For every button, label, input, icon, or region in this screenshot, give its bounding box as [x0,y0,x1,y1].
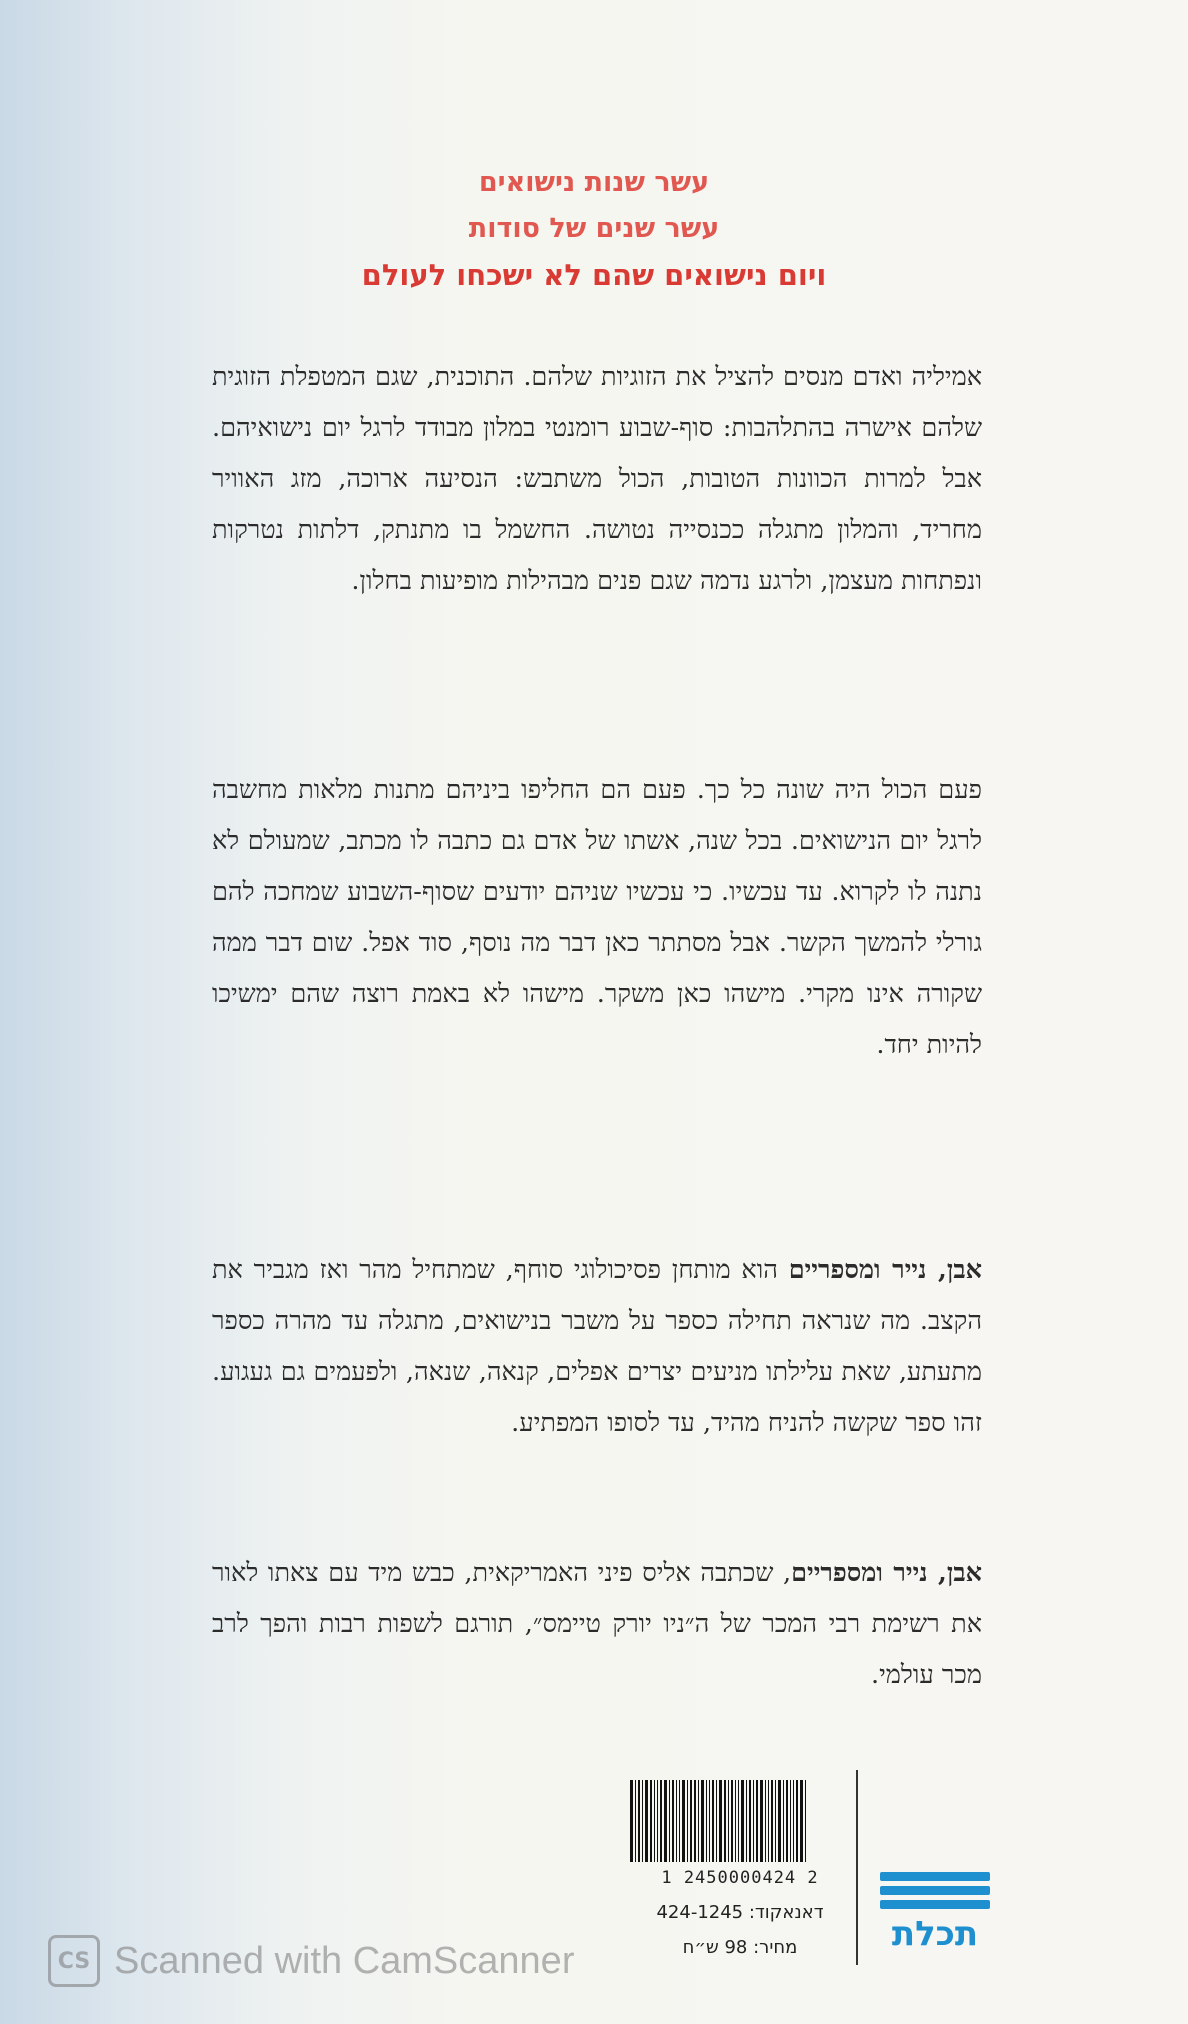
barcode-block [630,1780,850,1958]
tagline [300,160,888,298]
blurb-paragraph-2 [212,765,982,1071]
paragraph-text [212,1245,982,1449]
watermark-text: Scanned with CamScanner [114,1939,575,1982]
book-title-bold: אבן, נייר ומספריים [791,1558,982,1588]
publisher-logo [880,1872,990,1954]
paragraph-text: אמיליה ואדם מנסים להציל את הזוגיות שלהם. התוכנית, שגם המטפלת הזוגית שלהם אישרה בהתלהבות: סוף-שבוע רומנטי במלון מבודד לרגל יום נישואיהם. אבל למרות הכוונות הטובות, הכול משתבש: הנסיעה ארוכה, מזג האוויר מחריד, והמלון מתגלה ככנסייה נטושה. החשמל בו מתנתק, דלתות נטרקות ונפתחות מעצמן, ולרגע נדמה שגם פנים מבהילות מופיעות בחלון. [212,362,982,596]
blurb-paragraph-1 [212,352,982,607]
book-title-bold: אבן, נייר ומספריים [788,1255,982,1285]
camscanner-badge-icon: CS [48,1935,100,1987]
tagline-line-2: עשר שנים של סודות [468,213,720,244]
price-label: מחיר: 98 ש״ח [682,1937,798,1958]
tagline-line-1: עשר שנות נישואים [478,167,710,198]
blurb-paragraph-4 [212,1548,982,1701]
blurb-paragraph-3 [212,1245,982,1449]
scanner-watermark [48,1935,574,1987]
publisher-stripes-icon [880,1872,990,1909]
paragraph-rest: , שכתבה אליס פיני האמריקאית, כבש מיד עם צאתו לאור את רשימת רבי המכר של ה״ניו יורק טיימס״, תורגם לשפות רבות והפך לרב מכר עולמי. [212,1558,982,1690]
paragraph-text [212,1548,982,1701]
paragraph-text: פעם הכול היה שונה כל כך. פעם הם החליפו ביניהם מתנות מלאות מחשבה לרגל יום הנישואים. בכל שנה, אשתו של אדם גם כתבה לו מכתב, שמעולם לא נתנה לו לקרוא. עד עכשיו. כי עכשיו שניהם יודעים שסוף-השבוע שמחכה להם גורלי להמשך הקשר. אבל מסתתר כאן דבר מה נוסף, סוד אפל. שום דבר ממה שקורה אינו מקרי. מישהו כאן משקר. מישהו לא באמת רוצה שהם ימשיכו להיות יחד. [212,775,982,1060]
divider-line [856,1770,858,1965]
barcode-number: 1 2450000424 2 [661,1868,819,1888]
paragraph-rest: הוא מותחן פסיכולוגי סוחף, שמתחיל מהר ואז מגביר את הקצב. מה שנראה תחילה כספר על משבר בנישואים, מתגלה עד מהרה כספר מתעתע, שאת עלילתו מניעים יצרים אפלים, קנאה, שנאה, ולפעמים גם געגוע. זהו ספר שקשה להניח מהיד, עד לסופו המפתיע. [212,1255,982,1438]
barcode-icon [630,1780,850,1862]
publisher-name: תכלת [891,1914,979,1954]
catalog-code: דאנאקוד: 424-1245 [656,1902,824,1923]
tagline-line-3: ויום נישואים שהם לא ישכחו לעולם [361,258,827,292]
